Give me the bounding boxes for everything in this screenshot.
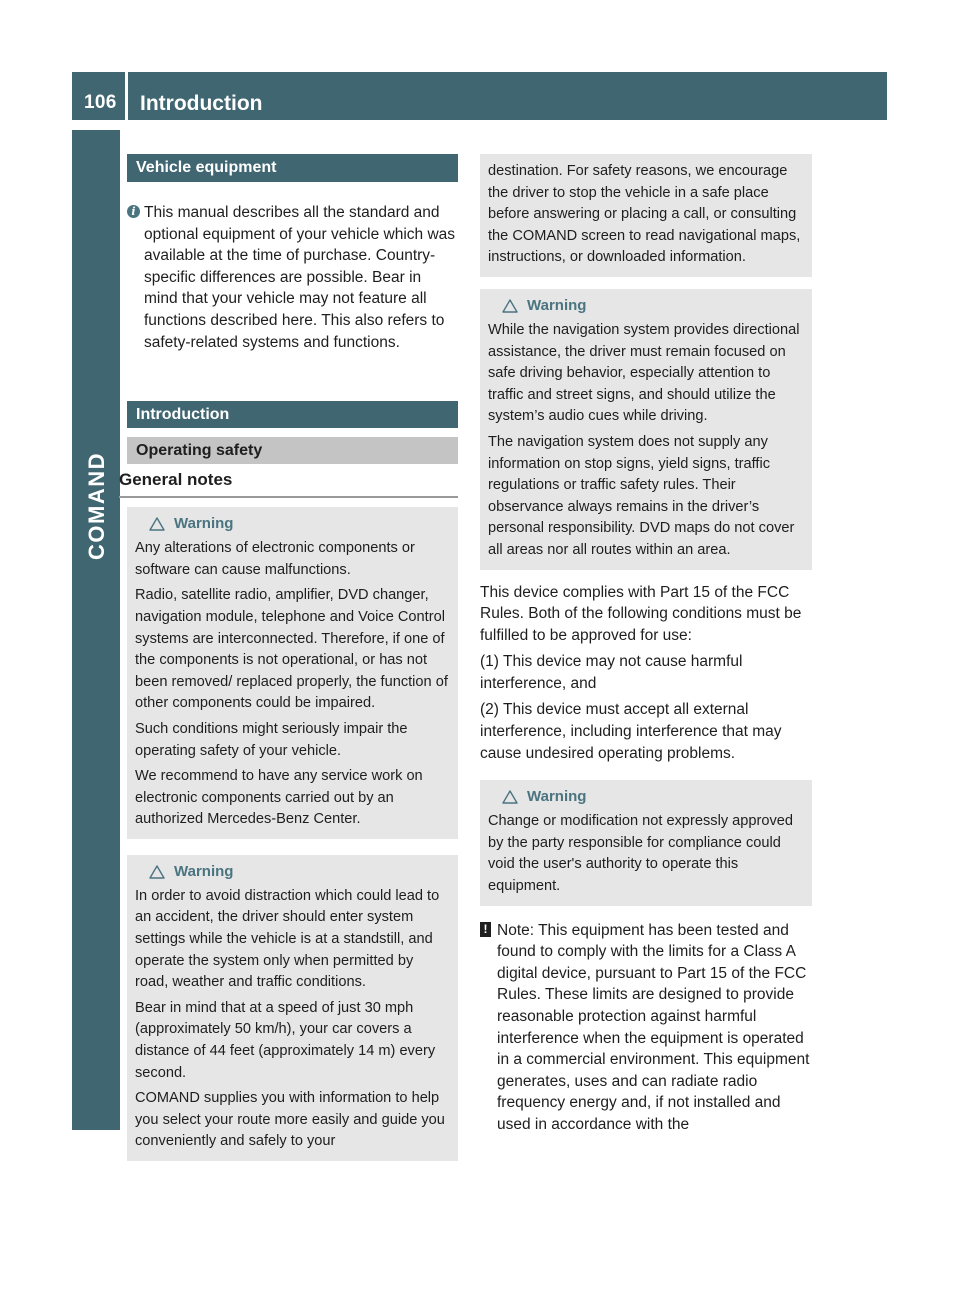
note-text: Note: This equipment has been tested and found to comply with the limits for a Class A digital device, pursuant to Part 15 of the FCC Rules. These limits are designed to provide reasonable protection against harmful interference when the equipment is operated in a commercial environment. This equipment generates, uses and can radiate radio frequency energy and, if not installed and used in accordance with the — [497, 921, 810, 1133]
info-icon: i — [127, 205, 140, 218]
warning-text: destination. For safety reasons, we encourage the driver to stop the vehicle in a safe place before answering or placing a call, or consulting the COMAND screen to read navigational maps, instructions, or downloaded information. — [488, 163, 801, 266]
general-notes-heading: General notes — [119, 470, 458, 498]
left-column — [119, 154, 458, 1161]
info-paragraph — [127, 202, 458, 353]
warning-triangle-icon — [149, 517, 165, 531]
note-paragraph — [480, 920, 812, 1136]
warning-text: Such conditions might seriously impair the operating safety of your vehicle. — [135, 720, 408, 759]
right-column — [480, 154, 812, 1136]
warning-text: We recommend to have any service work on electronic components carried out by an authorized Mercedes-Benz Center. — [135, 768, 423, 828]
warning-text: COMAND supplies you with information to help you select your route more easily and guide you conveniently and safely to your — [135, 1090, 445, 1150]
section-heading-vehicle-equipment: Vehicle equipment — [127, 154, 458, 182]
side-tab — [72, 130, 120, 1130]
fcc-paragraph: This device complies with Part 15 of the FCC Rules. Both of the following conditions must be fulfilled to be approved for use: — [480, 583, 802, 644]
warning-title: Warning — [488, 786, 804, 808]
warning-text: Change or modification not expressly approved by the party responsible for compliance could void the user's authority to operate this equipment. — [488, 813, 794, 895]
warning-box-navigation — [480, 289, 812, 570]
warning-box-modification — [480, 780, 812, 905]
section-heading-introduction: Introduction — [127, 401, 458, 428]
side-tab-label: COMAND — [84, 452, 109, 560]
header-divider — [125, 72, 128, 120]
warning-box-continued — [480, 154, 812, 277]
exclamation-icon: ! — [480, 922, 491, 937]
warning-text: In order to avoid distraction which could lead to an accident, the driver should enter system settings while the vehicle is at a standstill, and operate the system only when permitted by road, weather and traffic conditions. — [135, 887, 440, 991]
warning-text: While the navigation system provides directional assistance, the driver must remain focused on safe driving behavior, especially attention to traffic and street signs, and should utilize the system’s audio cues while driving. — [488, 321, 800, 425]
warning-box-components — [127, 507, 458, 839]
warning-title: Warning — [488, 295, 804, 317]
warning-box-distraction — [127, 855, 458, 1161]
warning-triangle-icon — [149, 865, 165, 879]
page-title: Introduction — [140, 92, 263, 115]
warning-triangle-icon — [502, 299, 518, 313]
subsection-heading-operating-safety: Operating safety — [127, 437, 458, 464]
warning-title: Warning — [135, 861, 450, 883]
warning-title: Warning — [135, 513, 450, 535]
warning-text: Radio, satellite radio, amplifier, DVD changer, navigation module, telephone and Voice Control systems are interconnected. Therefore, if one of the components is not operational, or has not been removed/ replaced properly, the function of other components could be impaired. — [135, 587, 448, 712]
warning-text: The navigation system does not supply any information on stop signs, yield signs, traffic regulations or traffic safety rules. Their observance always remains in the driver’s personal responsibility. DVD maps do not cover all areas nor all routes within an area. — [488, 433, 795, 558]
warning-triangle-icon — [502, 790, 518, 804]
warning-text: Bear in mind that at a speed of just 30 mph (approximately 50 km/h), your car covers a distance of 44 feet (approximately 14 m) every second. — [135, 999, 436, 1081]
fcc-paragraph: (1) This device may not cause harmful interference, and — [480, 653, 743, 692]
page-number: 106 — [84, 92, 117, 113]
fcc-paragraph: (2) This device must accept all external interference, including interference that may cause undesired operating problems. — [480, 701, 782, 762]
info-text: This manual describes all the standard and optional equipment of your vehicle which was available at the time of purchase. Country-specific differences are possible. Bear in mind that your vehicle may not feature all functions described here. This also refers to safety-related systems and functions. — [144, 204, 456, 351]
warning-text: Any alterations of electronic components or software can cause malfunctions. — [135, 540, 415, 578]
